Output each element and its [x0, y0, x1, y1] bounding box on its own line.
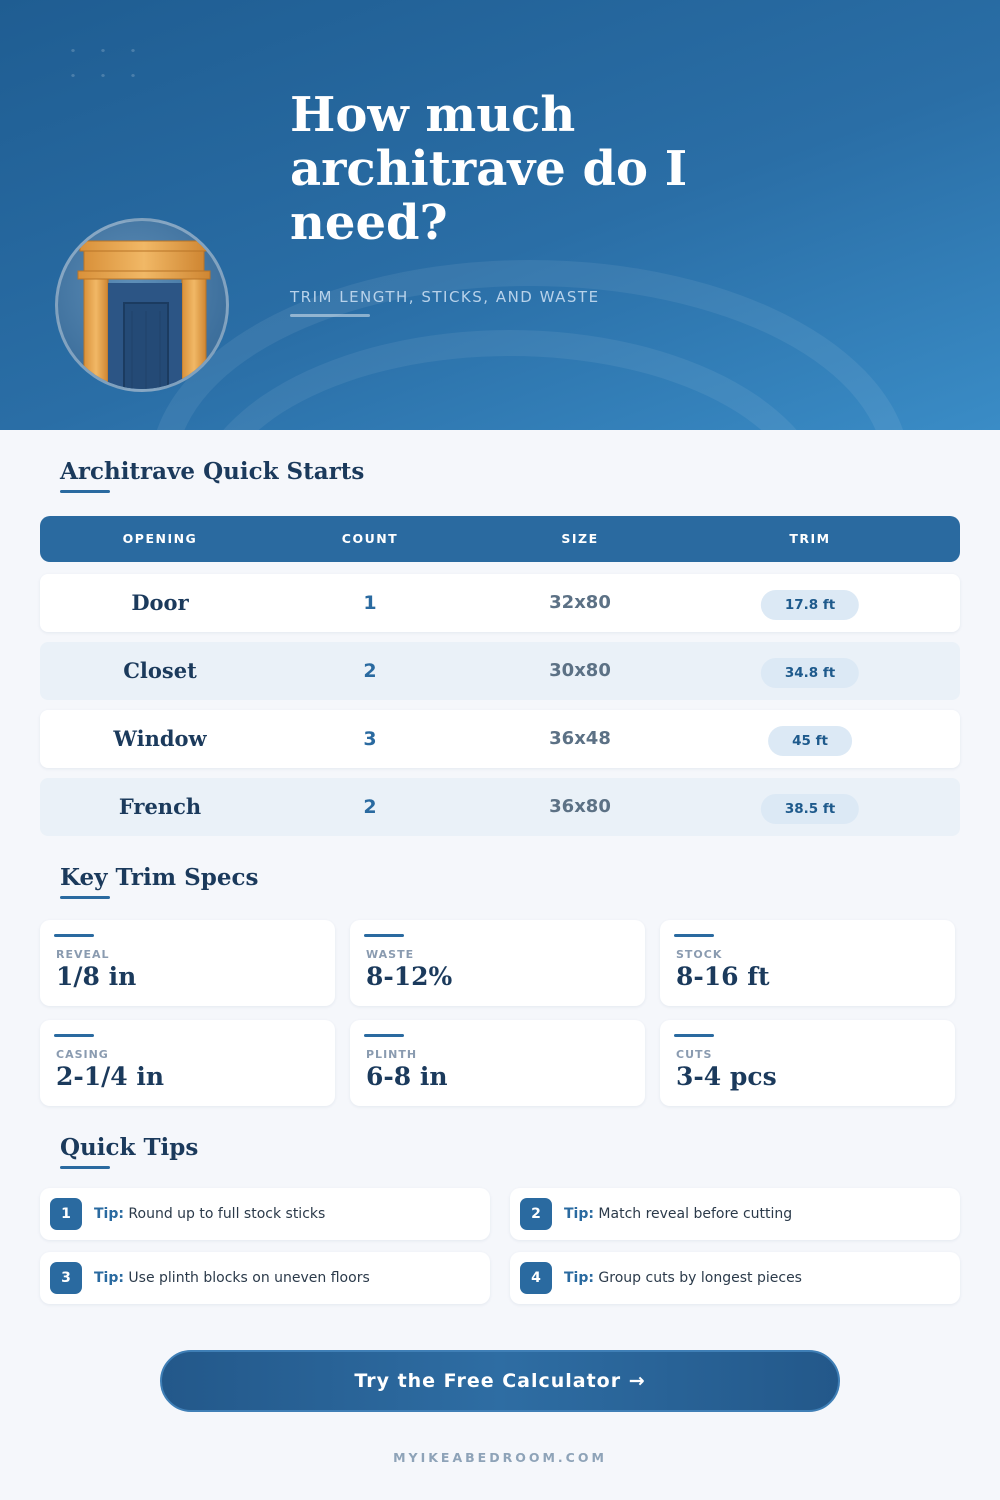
spec-label: REVEAL	[56, 948, 110, 961]
count-cell: 2	[363, 660, 377, 682]
spec-value: 1/8 in	[56, 962, 137, 991]
calculator-cta-button[interactable]: Try the Free Calculator →	[160, 1350, 840, 1412]
tip-card	[510, 1252, 960, 1304]
spec-value: 3-4 pcs	[676, 1062, 777, 1091]
column-header-count: COUNT	[341, 531, 399, 546]
table-row	[40, 778, 960, 836]
page-title: How much architrave do I need?	[290, 87, 688, 251]
tip-card	[510, 1188, 960, 1240]
spec-label: STOCK	[676, 948, 723, 961]
opening-cell: Closet	[123, 658, 197, 683]
card-accent	[674, 1034, 714, 1037]
page-subtitle: TRIM LENGTH, STICKS, AND WASTE	[290, 288, 600, 306]
spec-value: 2-1/4 in	[56, 1062, 165, 1091]
footer-site-name: MYIKEABEDROOM.COM	[393, 1450, 607, 1465]
count-cell: 2	[363, 796, 377, 818]
section-underline	[60, 490, 110, 493]
card-accent	[364, 1034, 404, 1037]
count-cell: 3	[363, 728, 377, 750]
size-cell: 32x80	[549, 592, 611, 613]
tip-body: Group cuts by longest pieces	[598, 1270, 802, 1286]
card-accent	[54, 934, 94, 937]
decorative-dots	[58, 38, 158, 98]
card-accent	[364, 934, 404, 937]
tip-body: Round up to full stock sticks	[128, 1206, 326, 1222]
tip-text	[94, 1252, 370, 1304]
spec-value: 8-16 ft	[676, 962, 770, 991]
trim-badge: 17.8 ft	[761, 590, 859, 620]
divider	[290, 314, 370, 317]
tip-prefix: Tip:	[564, 1206, 594, 1222]
tip-card	[40, 1252, 490, 1304]
table-row	[40, 574, 960, 632]
column-header-trim: TRIM	[789, 531, 831, 546]
tip-prefix: Tip:	[564, 1270, 594, 1286]
table-row	[40, 642, 960, 700]
section-underline	[60, 1166, 110, 1169]
size-cell: 36x80	[549, 796, 611, 817]
table-header	[40, 516, 960, 562]
spec-card-waste	[350, 920, 645, 1006]
spec-value: 8-12%	[366, 962, 453, 991]
opening-cell: French	[118, 794, 202, 819]
spec-label: WASTE	[366, 948, 415, 961]
column-header-size: SIZE	[561, 531, 599, 546]
spec-card-cuts	[660, 1020, 955, 1106]
tip-body: Match reveal before cutting	[598, 1206, 793, 1222]
tip-number-badge: 1	[50, 1198, 82, 1230]
size-cell: 36x48	[549, 728, 611, 749]
spec-card-casing	[40, 1020, 335, 1106]
trim-badge: 34.8 ft	[761, 658, 859, 688]
size-cell: 30x80	[549, 660, 611, 681]
count-cell: 1	[363, 592, 377, 614]
trim-badge: 38.5 ft	[761, 794, 859, 824]
spec-card-stock	[660, 920, 955, 1006]
tip-card	[40, 1188, 490, 1240]
section-title-quick-starts: Architrave Quick Starts	[60, 458, 365, 485]
section-underline	[60, 896, 110, 899]
section-title-tips: Quick Tips	[60, 1134, 199, 1161]
spec-label: CUTS	[676, 1048, 713, 1061]
tip-prefix: Tip:	[94, 1206, 124, 1222]
section-title-specs: Key Trim Specs	[60, 864, 259, 891]
trim-badge: 45 ft	[768, 726, 852, 756]
hero-banner	[0, 0, 1000, 430]
opening-cell: Door	[131, 590, 189, 615]
tip-text	[94, 1188, 325, 1240]
door-architrave-icon	[55, 218, 229, 392]
opening-cell: Window	[113, 726, 207, 751]
tip-text	[564, 1188, 792, 1240]
tip-number-badge: 3	[50, 1262, 82, 1294]
spec-card-plinth	[350, 1020, 645, 1106]
card-accent	[674, 934, 714, 937]
tip-number-badge: 4	[520, 1262, 552, 1294]
card-accent	[54, 1034, 94, 1037]
tip-body: Use plinth blocks on uneven floors	[128, 1270, 370, 1286]
table-row	[40, 710, 960, 768]
tip-text	[564, 1252, 802, 1304]
tip-number-badge: 2	[520, 1198, 552, 1230]
spec-value: 6-8 in	[366, 1062, 448, 1091]
spec-label: CASING	[56, 1048, 109, 1061]
spec-label: PLINTH	[366, 1048, 418, 1061]
spec-card-reveal	[40, 920, 335, 1006]
tip-prefix: Tip:	[94, 1270, 124, 1286]
column-header-opening: OPENING	[122, 531, 198, 546]
